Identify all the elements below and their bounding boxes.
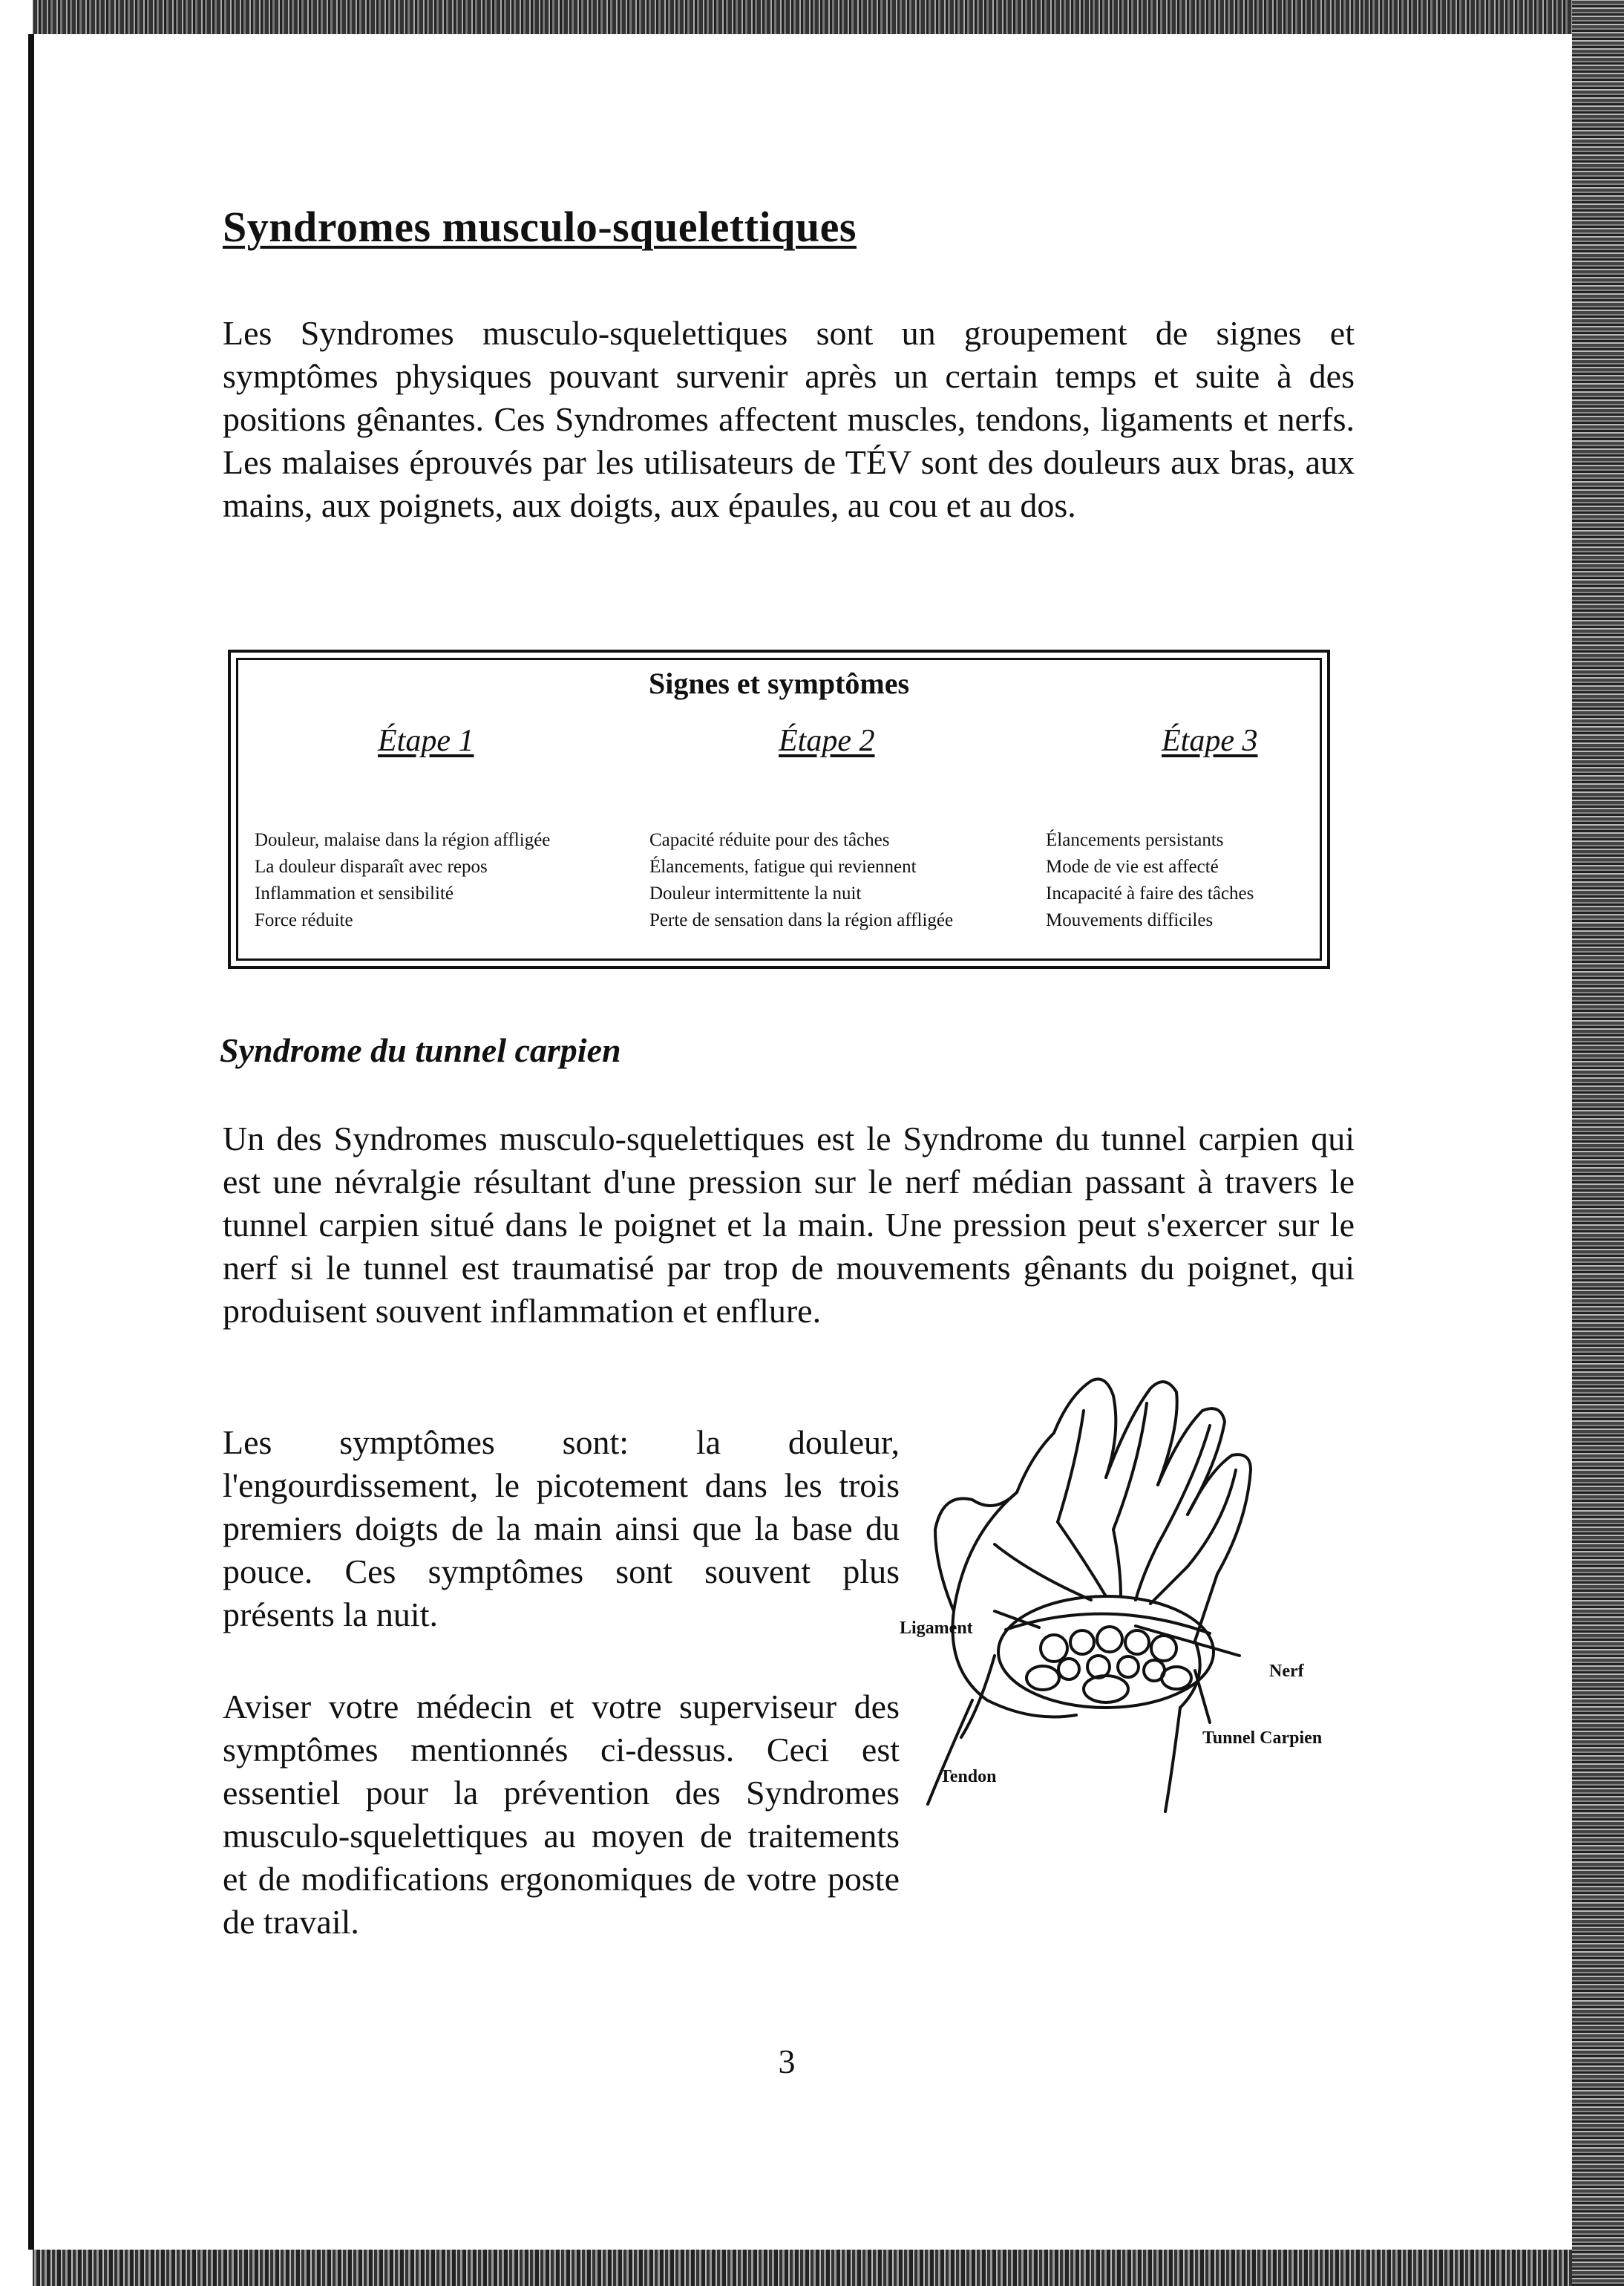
- scan-border-top: [0, 0, 1624, 34]
- page-number: 3: [778, 2042, 796, 2080]
- symptoms-box-title: Signes et symptômes: [648, 667, 910, 700]
- scan-border-right: [1572, 0, 1624, 2286]
- stage-3-heading: Étape 3: [1162, 724, 1258, 758]
- tunnel-paragraph: Un des Syndromes musculo-squelettiques est le Syndrome du tunnel carpien qui est une névralgie résultant d'une pression sur le nerf médian passant à travers le tunnel carpien situé dans le poignet et la main. Une pression peut s'exercer sur le nerf si le tunnel est traumatisé par trop de mouvements gênants du poignet, qui produisent souvent inflammation et enflure.: [223, 1120, 1355, 1330]
- list-item: Force réduite: [255, 910, 353, 930]
- stage-2-heading: Étape 2: [779, 724, 875, 758]
- section-title: Syndrome du tunnel carpien: [220, 1031, 621, 1069]
- hand-illustration: [883, 1351, 1358, 1826]
- label-nerf: Nerf: [1269, 1662, 1304, 1681]
- stage-2-list: [649, 827, 953, 934]
- label-tunnel-carpien: Tunnel Carpien: [1202, 1728, 1323, 1748]
- list-item: Douleur intermittente la nuit: [649, 884, 862, 904]
- scan-left-rule: [28, 34, 34, 2250]
- hand-wrist-diagram: [883, 1351, 1358, 1826]
- list-item: Élancements persistants: [1046, 830, 1224, 850]
- list-item: Inflammation et sensibilité: [255, 884, 454, 904]
- stage-1-heading: Étape 1: [378, 724, 474, 758]
- page-title: Syndromes musculo-squelettiques: [223, 203, 857, 251]
- label-ligament: Ligament: [900, 1619, 973, 1638]
- list-item: La douleur disparaît avec repos: [255, 857, 488, 877]
- list-item: Douleur, malaise dans la région affligée: [255, 830, 551, 850]
- label-tendon: Tendon: [940, 1767, 997, 1786]
- list-item: Perte de sensation dans la région affligée: [649, 910, 954, 930]
- list-item: Incapacité à faire des tâches: [1046, 884, 1254, 904]
- symptoms-box: [228, 650, 1330, 969]
- advice-paragraph: Aviser votre médecin et votre superviseur des symptômes mentionnés ci-dessus. Ceci est essentiel pour la prévention des Syndromes musculo-squelettiques au moyen de traitements et de modifications ergonomiques de votre poste de travail.: [223, 1688, 900, 1941]
- list-item: Mouvements difficiles: [1046, 910, 1214, 930]
- list-item: Mode de vie est affecté: [1046, 857, 1219, 877]
- list-item: Capacité réduite pour des tâches: [649, 830, 890, 850]
- stage-1-list: [255, 827, 550, 934]
- symptoms-paragraph: Les symptômes sont: la douleur, l'engourdissement, le picotement dans les trois premiers doigts de la main ainsi que la base du pouce. Ces symptômes sont souvent plus présents la nuit.: [223, 1423, 900, 1633]
- intro-paragraph: Les Syndromes musculo-squelettiques sont un groupement de signes et symptômes physiques pouvant survenir après un certain temps et suite à des positions gênantes. Ces Syndromes affectent muscles, tendons, ligaments et nerfs. Les malaises éprouvés par les utilisateurs de TÉV sont des douleurs aux bras, aux mains, aux poignets, aux doigts, aux épaules, au cou et au dos.: [223, 314, 1355, 524]
- list-item: Élancements, fatigue qui reviennent: [649, 857, 917, 877]
- stage-3-list: [1046, 827, 1254, 934]
- scan-border-bottom: [0, 2250, 1624, 2286]
